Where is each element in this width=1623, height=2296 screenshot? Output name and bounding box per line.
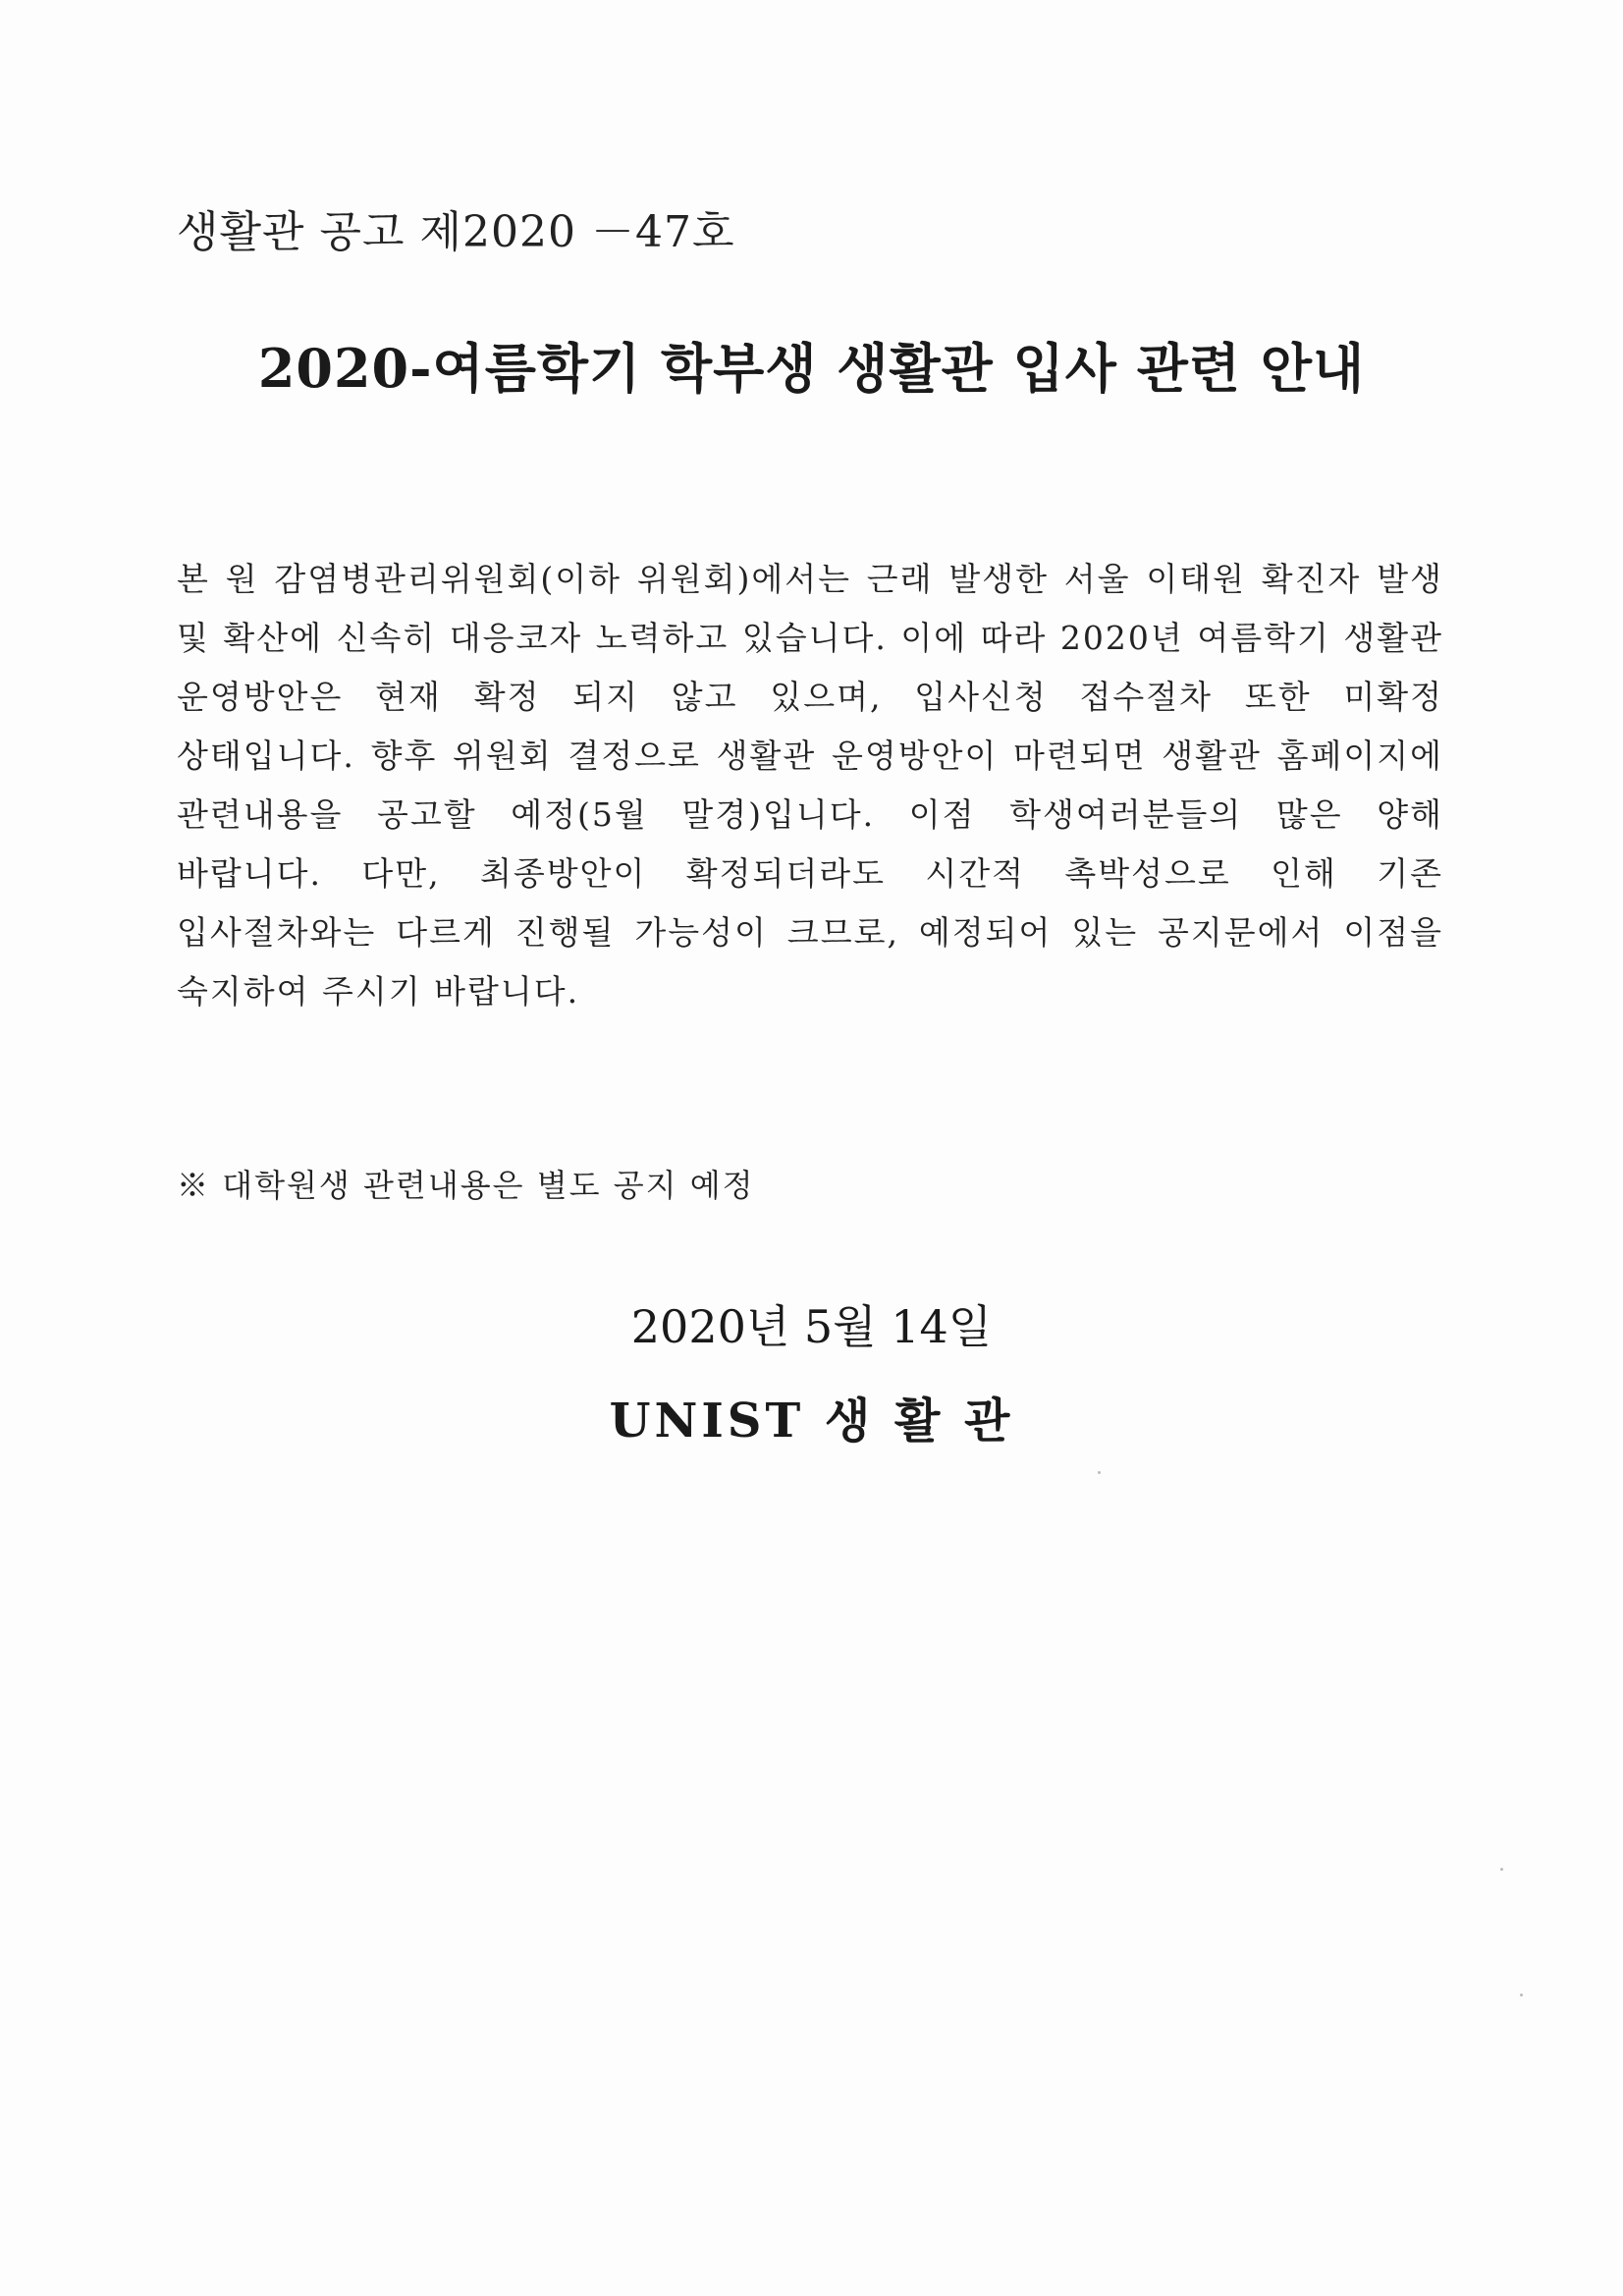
issue-date: 2020년 5월 14일 (630, 1300, 993, 1353)
scan-speck (1520, 1994, 1523, 1996)
footnote: ※ 대학원생 관련내용은 별도 공지 예정 (177, 1167, 755, 1204)
document-title: 2020-여름학기 학부생 생활관 입사 관련 안내 (257, 337, 1366, 400)
scan-speck (1500, 1868, 1503, 1871)
scan-speck (1098, 1471, 1101, 1474)
notice-number: 생활관 공고 제2020 －47호 (177, 207, 735, 257)
body-paragraph: 본 원 감염병관리위원회(이하 위원회)에서는 근래 발생한 서울 이태원 확진자 발생 및 확산에 신속히 대응코자 노력하고 있습니다. 이에 따라 2020년 여름학기 생활관 운영방안은 현재 확정 되지 않고 있으며, 입사신청 접수절차 또한 미확정 상태입니다. 향후 위원회 결정으로 생활관 운영방안이 마련되면 생활관 홈페이지에 관련내용을 공고할 예정(5월 말경)입니다. 이점 학생여러분들의 많은 양해 바랍니다. 다만, 최종방안이 확정되더라도 시간적 촉박성으로 인해 기존 입사절차와는 다르게 진행될 가능성이 크므로, 예정되어 있는 공지문에서 이점을 숙지하여 주시기 바랍니다. (177, 560, 1443, 1011)
issuer-signature: UNIST 생 활 관 (609, 1394, 1014, 1449)
